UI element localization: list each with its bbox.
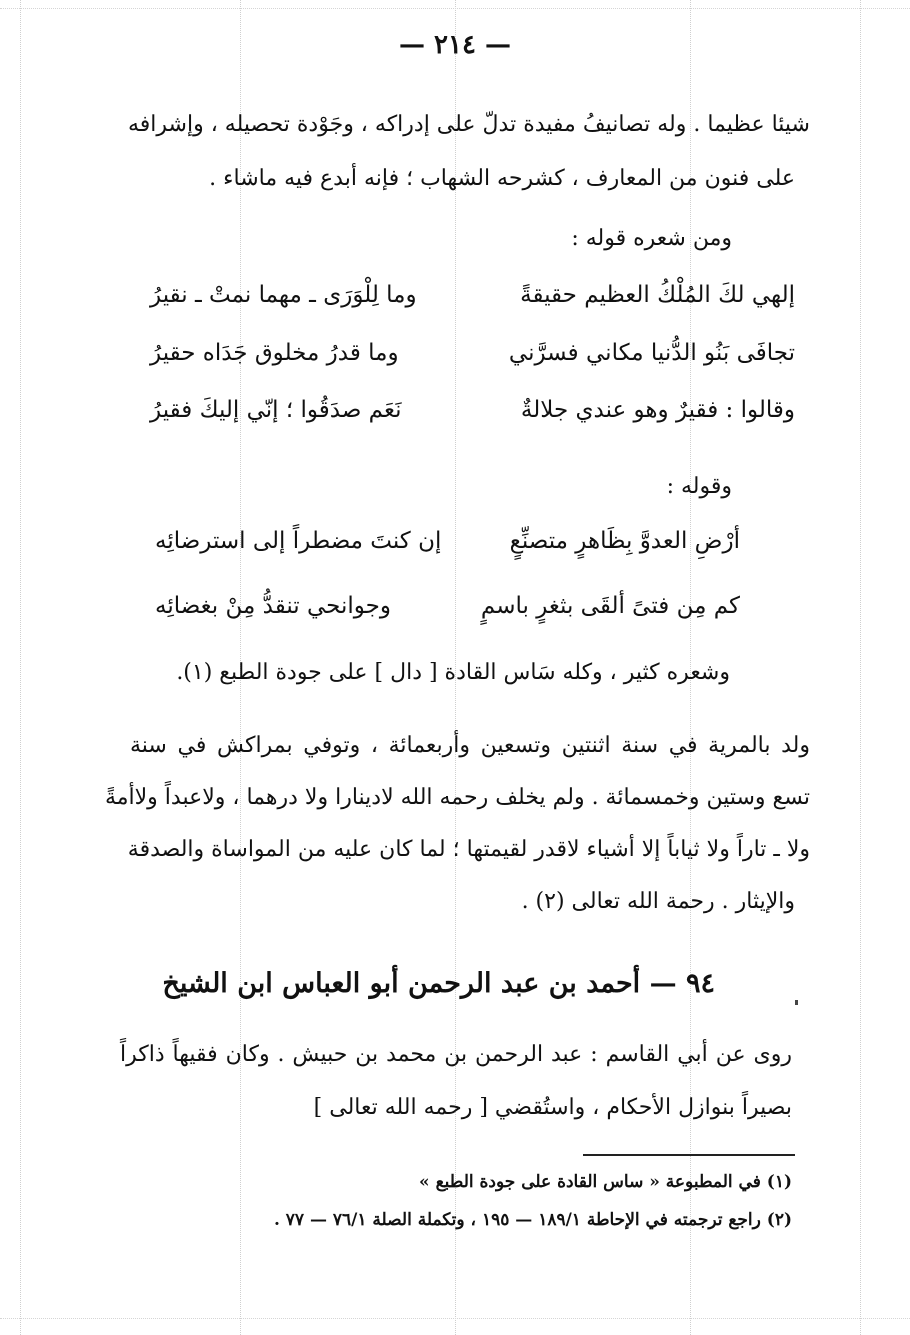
verse-first-hemistich: وقالوا : فقيرٌ وهو عندي جلالةٌ	[520, 397, 795, 423]
verse-first-hemistich: كم مِن فتىً ألقَى بثغرٍ باسمٍ	[480, 593, 740, 619]
scan-guide-line	[0, 1318, 910, 1319]
verse-second-hemistich: وما قدرُ مخلوق جَدَاه حقيرُ	[150, 340, 399, 366]
scan-guide-line	[20, 0, 21, 1335]
paragraph-line: على فنون من المعارف ، كشرحه الشهاب ؛ فإنه أبدع فيه ماشاء .	[209, 166, 795, 191]
scan-speck	[795, 1000, 798, 1005]
paragraph-line: ولد بالمرية في سنة اثنتين وتسعين وأربعمائة ، وتوفي بمراكش في سنة	[130, 733, 810, 758]
paragraph-line: بصيراً بنوازل الأحكام ، واستُقضي [ رحمه الله تعالى ]	[313, 1095, 792, 1120]
verse-first-hemistich: إلهي لكَ المُلْكُ العظيم حقيقةً	[520, 282, 795, 308]
poem-intro: وقوله :	[666, 474, 732, 499]
paragraph-line: ولا ـ تاراً ولا ثياباً إلا أشياء لاقدر لقيمتها ؛ لما كان عليه من المواساة والصدقة	[127, 837, 810, 862]
verse-second-hemistich: نَعَم صدَقُوا ؛ إنّي إليكَ فقيرُ	[150, 397, 402, 423]
verse-first-hemistich: تجافَى بَنُو الدُّنيا مكاني فسرَّني	[508, 340, 795, 366]
entry-heading: ٩٤ — أحمد بن عبد الرحمن أبو العباس ابن الشيخ	[162, 968, 715, 999]
footnote-separator	[583, 1154, 795, 1156]
paragraph-line: روى عن أبي القاسم : عبد الرحمن بن محمد بن حبيش . وكان فقيهاً ذاكراً	[120, 1042, 792, 1067]
paragraph-line: شيئا عظيما . وله تصانيفُ مفيدة تدلّ على إدراكه ، وجَوْدة تحصيله ، وإشرافه	[127, 112, 810, 137]
paragraph-line: والإيثار . رحمة الله تعالى (٢) .	[521, 889, 795, 914]
verse-first-hemistich: أرْضِ العدوَّ بِظَاهرٍ متصنِّعٍ	[509, 528, 740, 554]
footnote: (٢) راجع ترجمته في الإحاطة ١٨٩/١ — ١٩٥ ، وتكملة الصلة ٧٦/١ — ٧٧ .	[273, 1210, 792, 1230]
paragraph-line: وشعره كثير ، وكله سَاس القادة [ دال ] على جودة الطبع (١).	[176, 660, 730, 685]
scan-guide-line	[860, 0, 861, 1335]
scan-guide-line	[0, 8, 910, 9]
poem-intro: ومن شعره قوله :	[571, 226, 732, 251]
page-number: — ٢١٤ —	[398, 30, 512, 60]
verse-second-hemistich: وما لِلْوَرَى ـ مهما نمتْ ـ نقيرُ	[150, 282, 417, 308]
verse-second-hemistich: إن كنتَ مضطراً إلى استرضائِه	[155, 528, 442, 554]
footnote: (١) في المطبوعة « ساس القادة على جودة الطبع »	[419, 1172, 792, 1192]
paragraph-line: تسع وستين وخمسمائة . ولم يخلف رحمه الله لادينارا ولا درهما ، ولاعبداً ولاأمةً	[104, 785, 810, 810]
verse-second-hemistich: وجوانحي تنقدُّ مِنْ بغضائِه	[155, 593, 392, 619]
